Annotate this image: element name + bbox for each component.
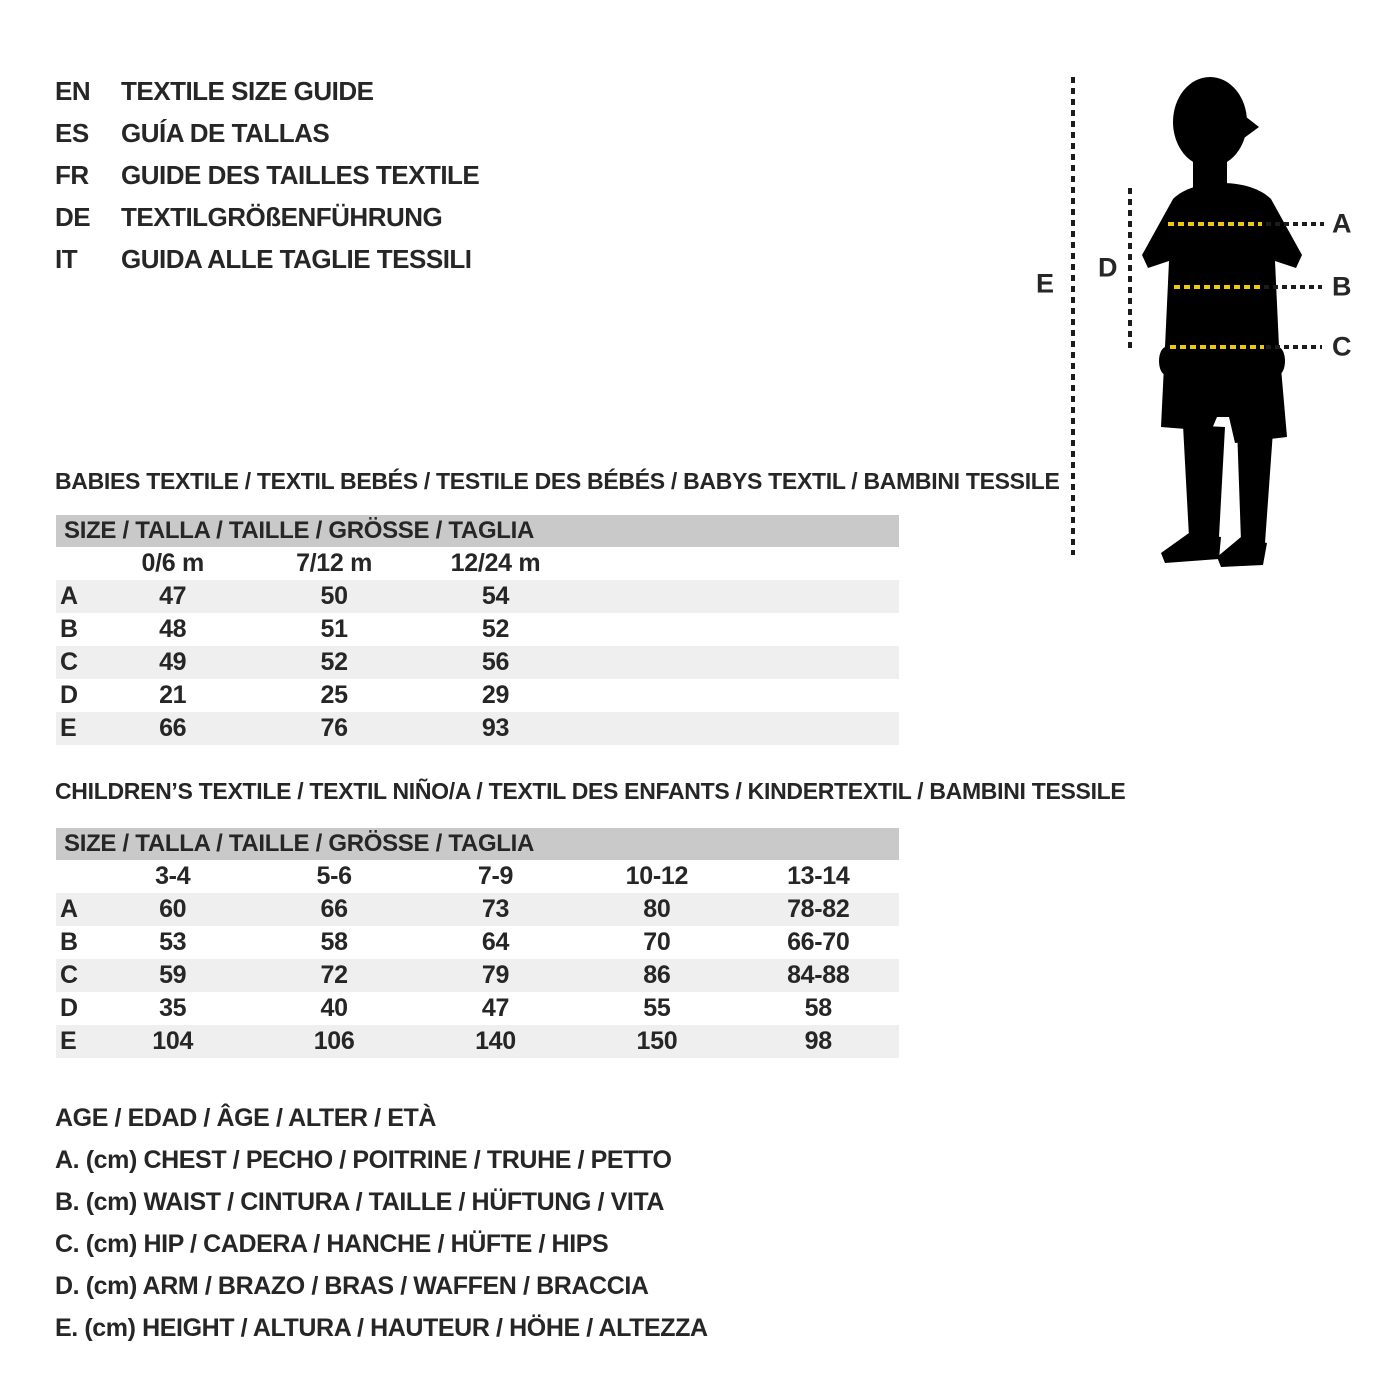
row-label: D	[60, 994, 78, 1022]
table-row	[56, 926, 899, 959]
cell-value: 73	[481, 895, 510, 923]
row-label: D	[60, 681, 78, 709]
table-row	[56, 712, 899, 745]
table-row	[56, 992, 899, 1025]
legend-line: C. (cm) HIP / CADERA / HANCHE / HÜFTE / HIPS	[55, 1229, 609, 1258]
cell-value: 58	[804, 994, 832, 1022]
cell-value: 84-88	[787, 961, 850, 989]
cell-value: 66	[159, 714, 187, 742]
cell-value: 54	[481, 582, 510, 610]
language-row	[55, 238, 479, 280]
column-header: 3-4	[155, 862, 191, 890]
cell-value: 35	[159, 994, 187, 1022]
row-label: C	[60, 961, 78, 989]
column-header: 5-6	[316, 862, 352, 890]
cell-value: 70	[643, 928, 671, 956]
arm-measure-line-d	[1128, 188, 1132, 348]
silhouette-right-foot	[1217, 537, 1267, 567]
child-silhouette	[1135, 75, 1315, 570]
cell-value: 47	[481, 994, 510, 1022]
row-label: B	[60, 928, 78, 956]
waist-measure-line-b	[1174, 285, 1260, 289]
legend	[55, 1097, 708, 1349]
cell-value: 79	[481, 961, 510, 989]
table-row	[56, 893, 899, 926]
language-list	[55, 70, 479, 280]
cell-value: 60	[159, 895, 187, 923]
language-row	[55, 70, 479, 112]
cell-value: 66	[320, 895, 348, 923]
silhouette-right-leg	[1237, 427, 1273, 543]
row-label: C	[60, 648, 78, 676]
language-row	[55, 196, 479, 238]
table-row	[56, 1025, 899, 1058]
cell-value: 40	[320, 994, 348, 1022]
cell-value: 93	[481, 714, 510, 742]
legend-line: B. (cm) WAIST / CINTURA / TAILLE / HÜFTUNG / VITA	[55, 1187, 665, 1216]
figure-label-a: A	[1332, 208, 1352, 239]
table-row	[56, 613, 899, 646]
row-label: E	[60, 714, 77, 742]
column-header: 0/6 m	[141, 549, 204, 577]
children-column-headers	[56, 860, 899, 893]
cell-value: 98	[804, 1027, 832, 1055]
figure-label-c: C	[1332, 331, 1352, 362]
row-label: A	[60, 895, 78, 923]
cell-value: 86	[643, 961, 671, 989]
children-size-header-bar: SIZE / TALLA / TAILLE / GRÖSSE / TAGLIA	[56, 828, 899, 860]
column-header: 13-14	[787, 862, 850, 890]
chest-leader-line-a	[1266, 222, 1324, 226]
table-row	[56, 959, 899, 992]
silhouette-shirt	[1142, 183, 1302, 347]
row-label: A	[60, 582, 78, 610]
row-label: B	[60, 615, 78, 643]
language-title: GUÍA DE TALLAS	[121, 117, 330, 148]
cell-value: 72	[320, 961, 348, 989]
cell-value: 76	[320, 714, 348, 742]
cell-value: 49	[159, 648, 187, 676]
language-code: ES	[55, 117, 89, 148]
children-table	[56, 828, 899, 1058]
language-title: TEXTILE SIZE GUIDE	[121, 75, 374, 106]
children-section-heading: CHILDREN’S TEXTILE / TEXTIL NIÑO/A / TEXTIL DES ENFANTS / KINDERTEXTIL / BAMBINI TESSILE	[55, 778, 1126, 804]
language-code: DE	[55, 201, 91, 232]
silhouette-left-leg	[1183, 425, 1225, 537]
cell-value: 52	[481, 615, 510, 643]
hip-measure-line-c	[1170, 345, 1264, 349]
legend-line: A. (cm) CHEST / PECHO / POITRINE / TRUHE / PETTO	[55, 1145, 672, 1174]
cell-value: 56	[481, 648, 510, 676]
cell-value: 51	[320, 615, 348, 643]
language-title: TEXTILGRÖßENFÜHRUNG	[121, 201, 443, 232]
cell-value: 48	[159, 615, 187, 643]
language-title: GUIDE DES TAILLES TEXTILE	[121, 159, 480, 190]
row-label: E	[60, 1027, 77, 1055]
column-header: 12/24 m	[450, 549, 541, 577]
cell-value: 106	[313, 1027, 355, 1055]
figure-label-b: B	[1332, 271, 1352, 302]
language-title: GUIDA ALLE TAGLIE TESSILI	[121, 243, 472, 274]
babies-table	[56, 515, 899, 745]
cell-value: 64	[481, 928, 510, 956]
figure-label-e: E	[1036, 268, 1055, 299]
waist-leader-line-b	[1264, 285, 1322, 289]
babies-column-headers	[56, 547, 899, 580]
cell-value: 78-82	[787, 895, 850, 923]
cell-value: 47	[159, 582, 187, 610]
hip-leader-line-c	[1266, 345, 1322, 349]
silhouette-left-foot	[1161, 533, 1221, 563]
table-row	[56, 679, 899, 712]
cell-value: 50	[320, 582, 348, 610]
silhouette-hair-tuft	[1240, 113, 1259, 141]
figure-label-d: D	[1098, 252, 1118, 283]
cell-value: 66-70	[787, 928, 850, 956]
legend-line: E. (cm) HEIGHT / ALTURA / HAUTEUR / HÖHE / ALTEZZA	[55, 1313, 708, 1342]
cell-value: 53	[159, 928, 187, 956]
language-row	[55, 154, 479, 196]
language-code: IT	[55, 243, 78, 274]
cell-value: 59	[159, 961, 187, 989]
cell-value: 55	[643, 994, 671, 1022]
cell-value: 21	[159, 681, 187, 709]
language-row	[55, 112, 479, 154]
chest-measure-line-a	[1168, 222, 1262, 226]
column-header: 7-9	[477, 862, 514, 890]
table-row	[56, 646, 899, 679]
cell-value: 52	[320, 648, 348, 676]
language-code: EN	[55, 75, 91, 106]
cell-value: 104	[152, 1027, 194, 1055]
table-row	[56, 580, 899, 613]
cell-value: 58	[320, 928, 348, 956]
column-header: 7/12 m	[296, 549, 373, 577]
language-code: FR	[55, 159, 89, 190]
height-measure-line-e	[1071, 77, 1075, 555]
babies-section-heading: BABIES TEXTILE / TEXTIL BEBÉS / TESTILE DES BÉBÉS / BABYS TEXTIL / BAMBINI TESSILE	[55, 468, 1060, 494]
cell-value: 150	[636, 1027, 678, 1055]
cell-value: 140	[475, 1027, 516, 1055]
cell-value: 29	[481, 681, 510, 709]
legend-line: AGE / EDAD / ÂGE / ALTER / ETÀ	[55, 1103, 437, 1132]
babies-size-header-bar: SIZE / TALLA / TAILLE / GRÖSSE / TAGLIA	[56, 515, 899, 547]
legend-line: D. (cm) ARM / BRAZO / BRAS / WAFFEN / BRACCIA	[55, 1271, 649, 1300]
column-header: 10-12	[625, 862, 689, 890]
cell-value: 25	[320, 681, 348, 709]
cell-value: 80	[643, 895, 671, 923]
